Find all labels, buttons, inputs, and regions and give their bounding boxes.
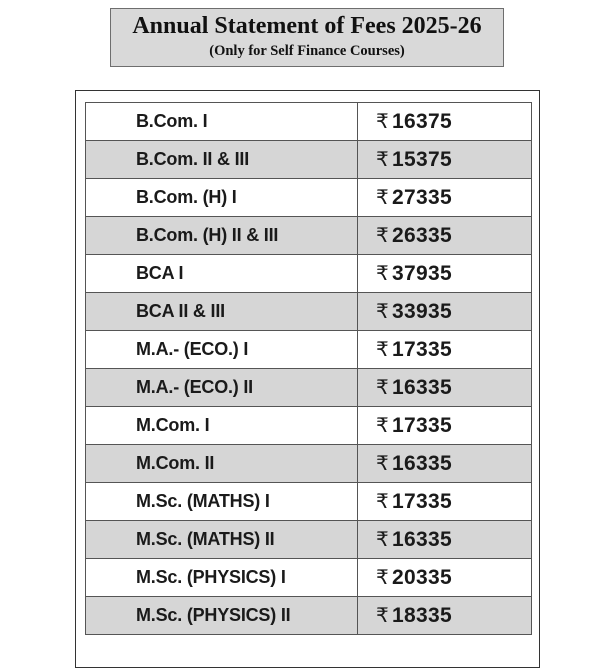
- rupee-symbol: ₹: [376, 261, 390, 285]
- rupee-symbol: ₹: [376, 565, 390, 589]
- fee-value: 27335: [392, 186, 452, 209]
- table-row: [86, 255, 532, 293]
- table-row: [86, 103, 532, 141]
- table-row: [86, 293, 532, 331]
- course-name: M.Com. II: [86, 445, 358, 483]
- fee-value: 16335: [392, 528, 452, 551]
- course-name: M.Sc. (PHYSICS) I: [86, 559, 358, 597]
- page-subtitle: (Only for Self Finance Courses): [209, 43, 405, 59]
- table-row: [86, 559, 532, 597]
- course-name: B.Com. (H) II & III: [86, 217, 358, 255]
- course-name: M.Com. I: [86, 407, 358, 445]
- course-name: B.Com. I: [86, 103, 358, 141]
- fee-statement-header: [110, 8, 504, 67]
- table-row: [86, 331, 532, 369]
- fee-value: 33935: [392, 300, 452, 323]
- fee-amount: [358, 521, 532, 559]
- fee-value: 26335: [392, 224, 452, 247]
- fee-amount: [358, 445, 532, 483]
- fee-amount: [358, 103, 532, 141]
- rupee-symbol: ₹: [376, 147, 390, 171]
- rupee-symbol: ₹: [376, 375, 390, 399]
- fee-value: 17335: [392, 338, 452, 361]
- fee-amount: [358, 369, 532, 407]
- course-name: B.Com. II & III: [86, 141, 358, 179]
- table-row: [86, 445, 532, 483]
- fee-amount: [358, 141, 532, 179]
- course-name: BCA II & III: [86, 293, 358, 331]
- fee-amount: [358, 331, 532, 369]
- course-name: B.Com. (H) I: [86, 179, 358, 217]
- fee-value: 15375: [392, 148, 452, 171]
- fee-amount: [358, 407, 532, 445]
- table-row: [86, 483, 532, 521]
- rupee-symbol: ₹: [376, 337, 390, 361]
- fee-amount: [358, 483, 532, 521]
- table-row: [86, 597, 532, 635]
- course-name: M.Sc. (MATHS) I: [86, 483, 358, 521]
- fee-amount: [358, 255, 532, 293]
- fee-table: [85, 102, 532, 635]
- course-name: M.Sc. (PHYSICS) II: [86, 597, 358, 635]
- table-row: [86, 407, 532, 445]
- fee-value: 16375: [392, 110, 452, 133]
- course-name: BCA I: [86, 255, 358, 293]
- rupee-symbol: ₹: [376, 603, 390, 627]
- rupee-symbol: ₹: [376, 299, 390, 323]
- rupee-symbol: ₹: [376, 109, 390, 133]
- fee-amount: [358, 597, 532, 635]
- rupee-symbol: ₹: [376, 223, 390, 247]
- rupee-symbol: ₹: [376, 413, 390, 437]
- fee-amount: [358, 293, 532, 331]
- fee-value: 37935: [392, 262, 452, 285]
- table-row: [86, 369, 532, 407]
- fee-value: 20335: [392, 566, 452, 589]
- fee-amount: [358, 179, 532, 217]
- fee-value: 16335: [392, 376, 452, 399]
- rupee-symbol: ₹: [376, 451, 390, 475]
- course-name: M.Sc. (MATHS) II: [86, 521, 358, 559]
- course-name: M.A.- (ECO.) I: [86, 331, 358, 369]
- fee-value: 16335: [392, 452, 452, 475]
- rupee-symbol: ₹: [376, 527, 390, 551]
- table-row: [86, 217, 532, 255]
- fee-amount: [358, 217, 532, 255]
- course-name: M.A.- (ECO.) II: [86, 369, 358, 407]
- fee-value: 17335: [392, 490, 452, 513]
- page-title: Annual Statement of Fees 2025-26: [132, 13, 482, 39]
- rupee-symbol: ₹: [376, 489, 390, 513]
- fee-value: 17335: [392, 414, 452, 437]
- rupee-symbol: ₹: [376, 185, 390, 209]
- table-row: [86, 179, 532, 217]
- fee-amount: [358, 559, 532, 597]
- table-row: [86, 141, 532, 179]
- table-row: [86, 521, 532, 559]
- fee-value: 18335: [392, 604, 452, 627]
